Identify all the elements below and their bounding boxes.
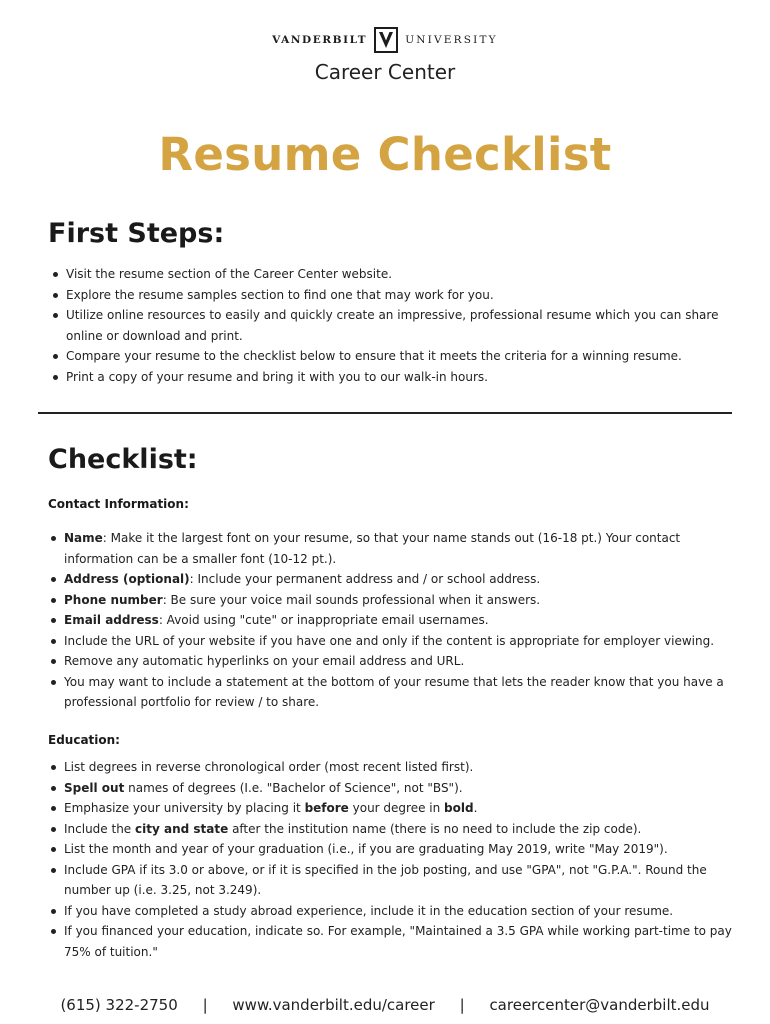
education-item-emphasis: city and state <box>135 821 229 836</box>
contact-item-text: Include the URL of your website if you have one and only if the content is appropriate for employer viewing. <box>64 633 715 648</box>
education-item-emphasis: before <box>304 801 349 815</box>
contact-item-text: You may want to include a statement at the bottom of your resume that lets the reader know that you have a professional portfolio for review / to share. <box>64 674 724 709</box>
university-logo <box>0 27 770 55</box>
education-item <box>48 798 738 819</box>
first-steps-item: Explore the resume samples section to find one that may work for you. <box>50 285 740 306</box>
career-center-name: Career Center <box>314 60 456 84</box>
education-item-text: List degrees in reverse chronological order (most recent listed first). <box>64 760 474 774</box>
footer-website-link[interactable]: www.vanderbilt.edu/career <box>232 996 435 1014</box>
contact-information-item <box>48 672 738 713</box>
contact-item-text: : Include your permanent address and / or school address. <box>189 572 541 586</box>
checklist-heading: Checklist: <box>48 444 198 475</box>
education-item-text: Include the <box>64 821 136 836</box>
first-steps-item: Compare your resume to the checklist below to ensure that it meets the criteria for a winning resume. <box>50 346 740 367</box>
contact-item-text: : Avoid using "cute" or inappropriate email usernames. <box>158 613 489 627</box>
logo-word-left: VANDERBILT <box>272 34 368 46</box>
logo-word-right: UNIVERSITY <box>405 34 498 46</box>
education-item-text: Include GPA if its 3.0 or above, or if it is specified in the job posting, and use "GPA", not "G.P.A.". Round the number up (i.e. 3.25, not 3.249). <box>64 862 707 897</box>
first-steps-heading: First Steps: <box>48 218 225 249</box>
section-divider <box>38 412 732 414</box>
education-item <box>48 901 738 922</box>
contact-item-label: Email address <box>64 613 159 627</box>
contact-item-label: Address (optional) <box>64 572 190 586</box>
contact-item-label: Phone number <box>64 592 163 607</box>
contact-item-label: Name <box>64 531 103 545</box>
vanderbilt-v-shield-icon <box>374 27 398 53</box>
contact-information-item <box>48 590 738 611</box>
education-item <box>48 778 738 799</box>
education-item-text: names of degrees (I.e. "Bachelor of Science", not "BS"). <box>124 780 463 795</box>
education-item <box>48 757 738 778</box>
education-list <box>48 757 738 962</box>
first-steps-list <box>50 264 740 387</box>
contact-item-text: : Be sure your voice mail sounds professional when it answers. <box>162 592 541 607</box>
contact-information-item <box>48 528 738 569</box>
contact-information-item <box>48 569 738 590</box>
first-steps-item: Print a copy of your resume and bring it with you to our walk-in hours. <box>50 367 740 388</box>
education-heading: Education: <box>48 733 120 747</box>
education-item-text: If you financed your education, indicate so. For example, "Maintained a 3.5 GPA while working part-time to pay 75% of tuition." <box>64 924 732 959</box>
education-item-text: . <box>473 801 478 815</box>
document-title: Resume Checklist <box>158 128 612 181</box>
footer-contact-bar <box>0 996 770 1014</box>
contact-information-list <box>48 528 738 713</box>
footer-separator: | <box>202 996 208 1014</box>
education-item <box>48 921 738 962</box>
contact-information-item <box>48 631 738 652</box>
education-item-text: Emphasize your university by placing it <box>64 801 305 815</box>
footer-email-link[interactable]: careercenter@vanderbilt.edu <box>489 996 710 1014</box>
contact-item-text: Remove any automatic hyperlinks on your email address and URL. <box>64 654 465 668</box>
education-item <box>48 860 738 901</box>
footer-separator: | <box>459 996 465 1014</box>
education-item <box>48 839 738 860</box>
first-steps-item: Visit the resume section of the Career Center website. <box>50 264 740 285</box>
education-item-emphasis: bold <box>444 801 474 815</box>
education-item-emphasis: Spell out <box>64 780 125 795</box>
contact-information-heading: Contact Information: <box>48 497 189 511</box>
contact-information-item <box>48 651 738 672</box>
education-item <box>48 819 738 840</box>
education-item-text: If you have completed a study abroad experience, include it in the education section of your resume. <box>64 903 674 918</box>
education-item-text: List the month and year of your graduation (i.e., if you are graduating May 2019, write "May 2019"). <box>64 842 668 856</box>
contact-item-text: : Make it the largest font on your resume, so that your name stands out (16-18 pt.) Your contact information can be a smaller font (10-12 pt.). <box>64 531 681 566</box>
footer-phone: (615) 322-2750 <box>60 996 178 1014</box>
first-steps-item: Utilize online resources to easily and quickly create an impressive, professional resume which you can share online or download and print. <box>50 305 740 346</box>
contact-information-item <box>48 610 738 631</box>
education-item-text: your degree in <box>348 801 445 815</box>
education-item-text: after the institution name (there is no need to include the zip code). <box>228 821 642 836</box>
